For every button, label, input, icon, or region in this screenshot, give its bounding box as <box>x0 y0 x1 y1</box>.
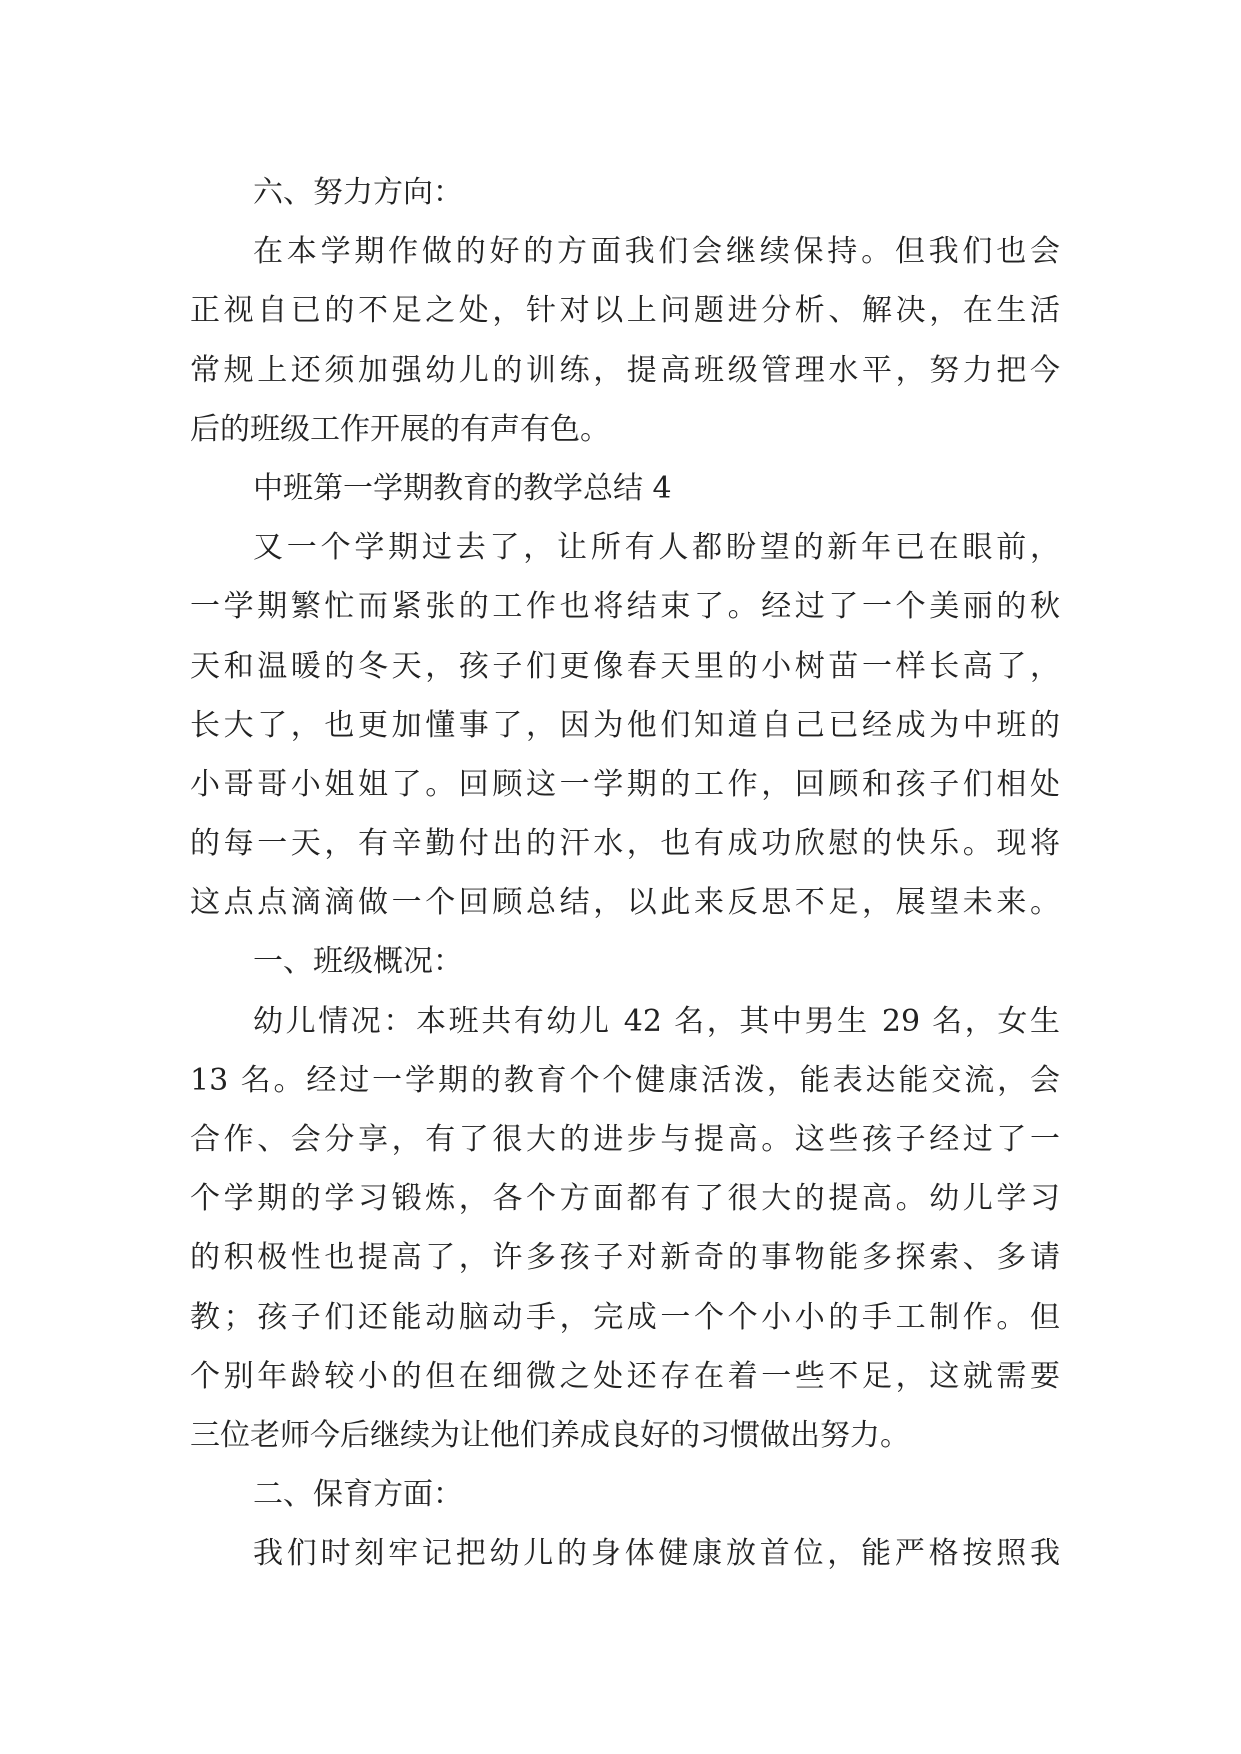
text-line: 正视自已的不足之处，针对以上问题进分析、解决，在生活 <box>190 293 1060 329</box>
text-line: 13 名。经过一学期的教育个个健康活泼，能表达能交流，会 <box>190 1062 1060 1098</box>
text-line: 后的班级工作开展的有声有色。 <box>190 411 610 447</box>
text-line: 三位老师今后继续为让他们养成良好的习惯做出努力。 <box>190 1417 910 1453</box>
text-line: 的积极性也提高了，许多孩子对新奇的事物能多探索、多请 <box>190 1240 1060 1276</box>
text-line: 常规上还须加强幼儿的训练，提高班级管理水平，努力把今 <box>190 352 1060 388</box>
text-line: 合作、会分享，有了很大的进步与提高。这些孩子经过了一 <box>190 1122 1060 1157</box>
text-line: 一学期繁忙而紧张的工作也将结束了。经过了一个美丽的秋 <box>190 589 1060 625</box>
document-body <box>190 163 1060 1584</box>
text-line: 天和温暖的冬天，孩子们更像春天里的小树苗一样长高了， <box>190 648 1060 684</box>
paragraph-first-line: 六、努力方向： <box>253 175 463 210</box>
paragraph-first-line: 一、班级概况： <box>253 944 463 980</box>
paragraph-first-line: 幼儿情况：本班共有幼儿 42 名，其中男生 29 名，女生 <box>253 1003 1060 1039</box>
text-line: 教；孩子们还能动脑动手，完成一个个小小的手工制作。但 <box>190 1299 1060 1335</box>
text-line: 长大了，也更加懂事了，因为他们知道自己已经成为中班的 <box>190 707 1060 743</box>
paragraph-first-line: 二、保育方面： <box>253 1477 463 1513</box>
text-line: 个别年龄较小的但在细微之处还存在着一些不足，这就需要 <box>190 1358 1060 1394</box>
text-line: 这点点滴滴做一个回顾总结，以此来反思不足，展望未来。 <box>190 885 1060 921</box>
paragraph-first-line: 在本学期作做的好的方面我们会继续保持。但我们也会 <box>253 234 1060 270</box>
paragraph-first-line: 我们时刻牢记把幼儿的身体健康放首位，能严格按照我 <box>253 1536 1060 1572</box>
paragraph-first-line: 又一个学期过去了，让所有人都盼望的新年已在眼前， <box>253 530 1060 566</box>
paragraph-first-line: 中班第一学期教育的教学总结 4 <box>253 470 672 506</box>
text-line: 个学期的学习锻炼，各个方面都有了很大的提高。幼儿学习 <box>190 1181 1060 1217</box>
text-line: 小哥哥小姐姐了。回顾这一学期的工作，回顾和孩子们相处 <box>190 766 1060 802</box>
text-line: 的每一天，有辛勤付出的汗水，也有成功欣慰的快乐。现将 <box>190 826 1060 862</box>
